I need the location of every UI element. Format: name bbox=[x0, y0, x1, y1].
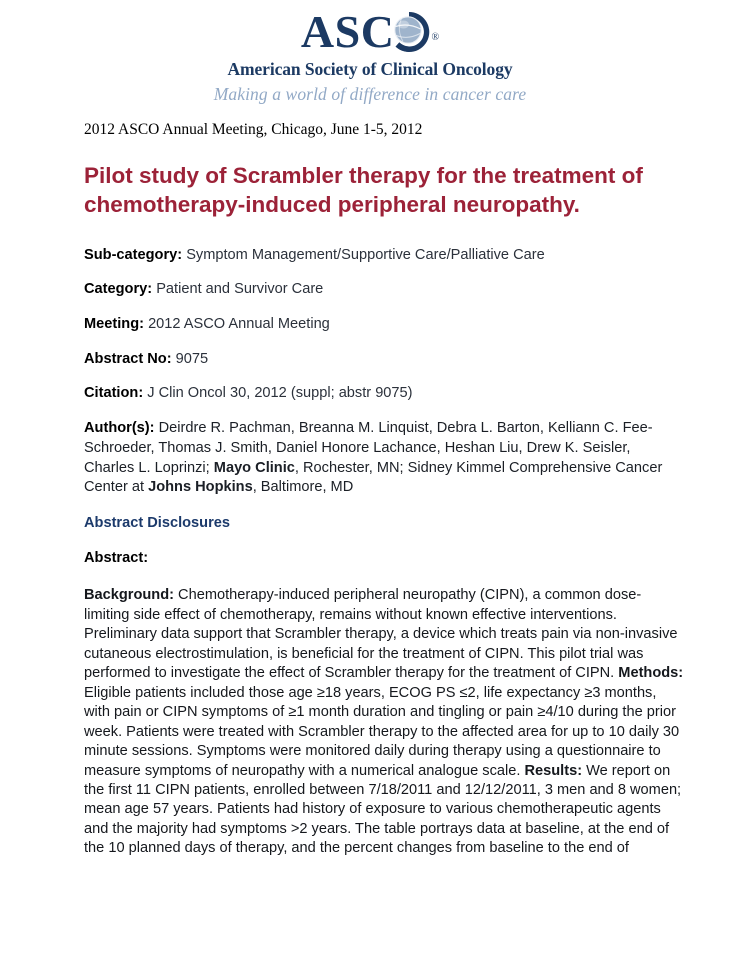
meta-row-sub-category bbox=[84, 246, 684, 266]
abstract-section-label: Abstract: bbox=[84, 550, 149, 567]
methods-text: Eligible patients included those age ≥18 years, ECOG PS ≤2, life expectancy ≥3 months, with pain or CIPN symptoms of ≥1 month duration and tingling or pain ≥4/10 during the prior week. Patients were treated with Scrambler therapy to the affected area for up to 10 daily 30 minute sessions. Symptoms were monitored daily during therapy using a questionnaire to measure symptoms of neuropathy with a numerical analogue scale. bbox=[84, 684, 680, 779]
meta-label-meeting: Meeting: bbox=[84, 315, 144, 332]
asco-logo-lockup bbox=[301, 6, 439, 58]
meta-label-abstract-no: Abstract No: bbox=[84, 350, 172, 367]
authors-label: Author(s): bbox=[84, 419, 155, 436]
registered-trademark-icon: ® bbox=[431, 32, 440, 43]
asco-logo-header bbox=[0, 0, 740, 105]
asco-globe-icon bbox=[387, 10, 431, 54]
meta-value-citation: J Clin Oncol 30, 2012 (suppl; abstr 9075) bbox=[147, 385, 413, 402]
meta-row-meeting bbox=[84, 315, 684, 335]
meeting-line: 2012 ASCO Annual Meeting, Chicago, June 1-5, 2012 bbox=[84, 121, 423, 138]
affiliation-mayo-clinic: Mayo Clinic bbox=[213, 459, 295, 476]
meta-value-sub-category[interactable]: Symptom Management/Supportive Care/Palliative Care bbox=[186, 246, 545, 263]
meta-label-citation: Citation: bbox=[84, 385, 144, 402]
abstract-body bbox=[84, 586, 684, 859]
page-title: Pilot study of Scrambler therapy for the treatment of chemotherapy-induced peripheral neuropathy. bbox=[84, 163, 643, 218]
society-name: American Society of Clinical Oncology bbox=[227, 59, 513, 79]
results-text: We report on the first 11 CIPN patients, enrolled between 7/18/2011 and 12/12/2011, 3 men and 8 women; mean age 57 years. Patients had history of exposure to various chemotherapeutic agents and the majority had symptoms >2 years. The table portrays data at baseline, at the end of the 10 planned days of therapy, and the percent changes from baseline to the end of bbox=[84, 762, 682, 857]
authors-row bbox=[84, 419, 669, 498]
abstract-metadata bbox=[84, 246, 684, 404]
results-label: Results: bbox=[524, 762, 583, 779]
methods-label: Methods: bbox=[618, 665, 684, 682]
asco-wordmark: ASC bbox=[300, 5, 395, 57]
affiliation-mayo-clinic-location: , Rochester, MN; Sidney Kimmel Comprehensive Cancer Center at bbox=[84, 459, 663, 496]
meta-label-category: Category: bbox=[84, 281, 153, 298]
meta-label-sub-category: Sub-category: bbox=[84, 246, 183, 263]
abstract-content bbox=[0, 105, 740, 859]
background-label: Background: bbox=[84, 587, 174, 604]
meta-value-meeting[interactable]: 2012 ASCO Annual Meeting bbox=[148, 315, 330, 332]
meta-row-abstract-no bbox=[84, 350, 684, 370]
meta-row-citation bbox=[84, 384, 684, 404]
affiliation-johns-hopkins: Johns Hopkins bbox=[148, 479, 253, 496]
background-text: Chemotherapy-induced peripheral neuropathy (CIPN), a common dose-limiting side effect of chemotherapy, remains without known effective interventions. Preliminary data support that Scrambler therapy, a device which treats pain via non-invasive cutaneous electrostimulation, is beneficial for the treatment of CIPN. This pilot trial was performed to investigate the effect of Scrambler therapy for the treatment of CIPN. bbox=[84, 587, 678, 682]
meta-value-abstract-no: 9075 bbox=[175, 350, 209, 367]
affiliation-johns-hopkins-location: , Baltimore, MD bbox=[252, 479, 354, 496]
society-tagline: Making a world of difference in cancer care bbox=[213, 84, 527, 104]
authors-names: Deirdre R. Pachman, Breanna M. Linquist, Debra L. Barton, Kelliann C. Fee-Schroeder, Thomas J. Smith, Daniel Honore Lachance, Heshan Liu, Drew K. Seisler, Charles L. Loprinzi; bbox=[84, 419, 653, 476]
meta-row-category bbox=[84, 280, 684, 300]
abstract-disclosures-link[interactable]: Abstract Disclosures bbox=[84, 515, 230, 532]
meta-value-category[interactable]: Patient and Survivor Care bbox=[156, 281, 324, 298]
